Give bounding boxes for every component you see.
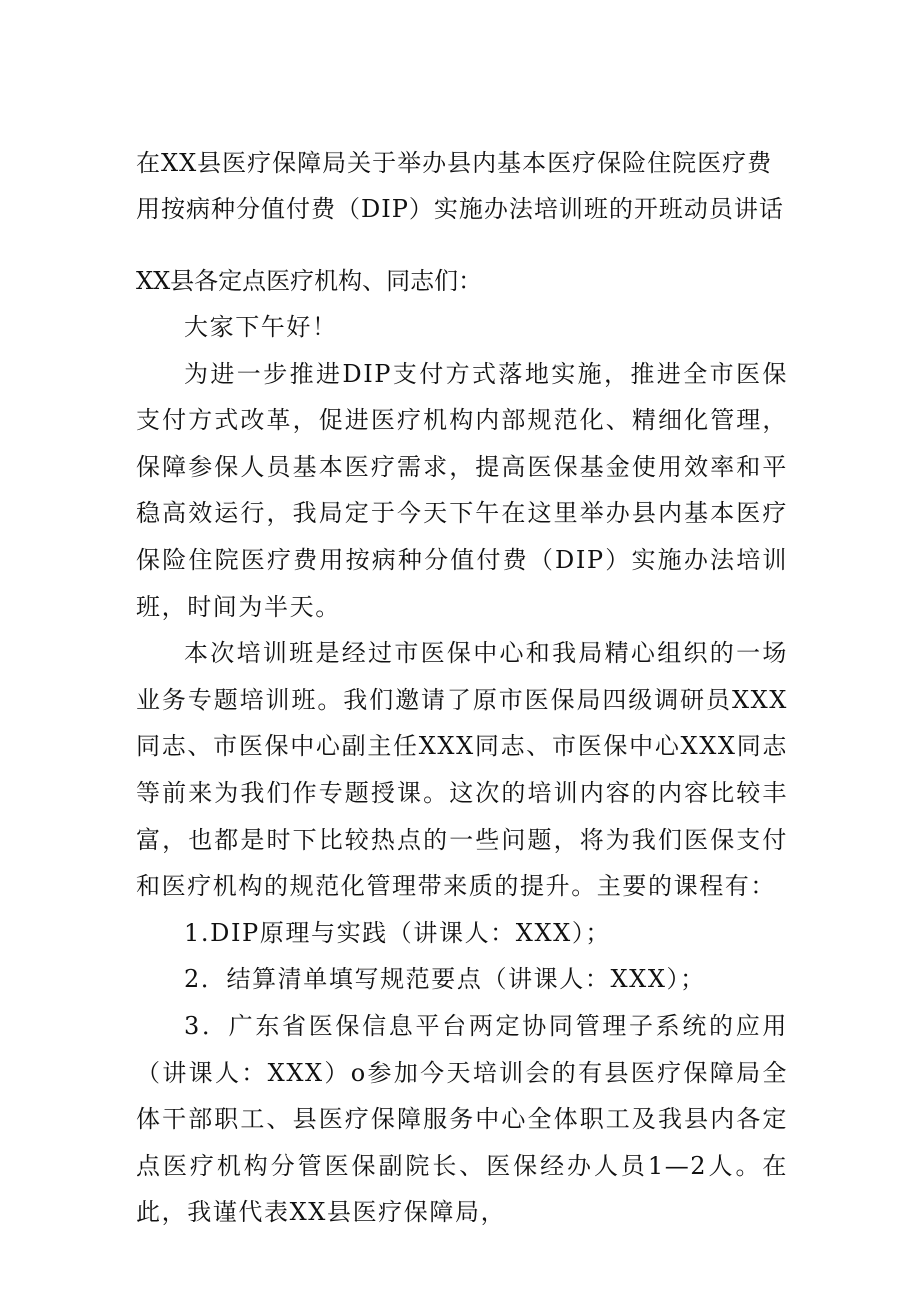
document-body bbox=[136, 304, 788, 1236]
paragraph-training-intro: 本次培训班是经过市医保中心和我局精心组织的一场业务专题培训班。我们邀请了原市医保局四级调研员XXX同志、市医保中心副主任XXX同志、市医保中心XXX同志等前来为我们作专题授课。这次的培训内容的内容比较丰富，也都是时下比较热点的一些问题，将为我们医保支付和医疗机构的规范化管理带来质的提升。主要的课程有： bbox=[136, 639, 788, 901]
course-item-1: 1.DIP原理与实践（讲课人：XXX）； bbox=[184, 918, 612, 947]
salutation: XX县各定点医疗机构、同志们： bbox=[136, 267, 483, 295]
course-item-3: 3．广东省医保信息平台两定协同管理子系统的应用（讲课人：XXX）o参加今天培训会的有县医疗保障局全体干部职工、县医疗保障服务中心全体职工及我县内各定点医疗机构分管医保副院长、医保经办人员1—2人。在此，我谨代表XX县医疗保障局， bbox=[136, 1011, 788, 1227]
course-item-2: 2．结算清单填写规范要点（讲课人：XXX）； bbox=[184, 965, 706, 994]
paragraph-purpose: 为进一步推进DIP支付方式落地实施，推进全市医保支付方式改革，促进医疗机构内部规范化、精细化管理，保障参保人员基本医疗需求，提高医保基金使用效率和平稳高效运行，我局定于今天下午在这里举办县内基本医疗保险住院医疗费用按病种分值付费（DIP）实施办法培训班，时间为半天。 bbox=[136, 359, 788, 621]
document-title: 在XX县医疗保障局关于举办县内基本医疗保险住院医疗费用按病种分值付费（DIP）实施办法培训班的开班动员讲话 bbox=[136, 149, 784, 223]
paragraph-greeting: 大家下午好！ bbox=[184, 313, 338, 341]
